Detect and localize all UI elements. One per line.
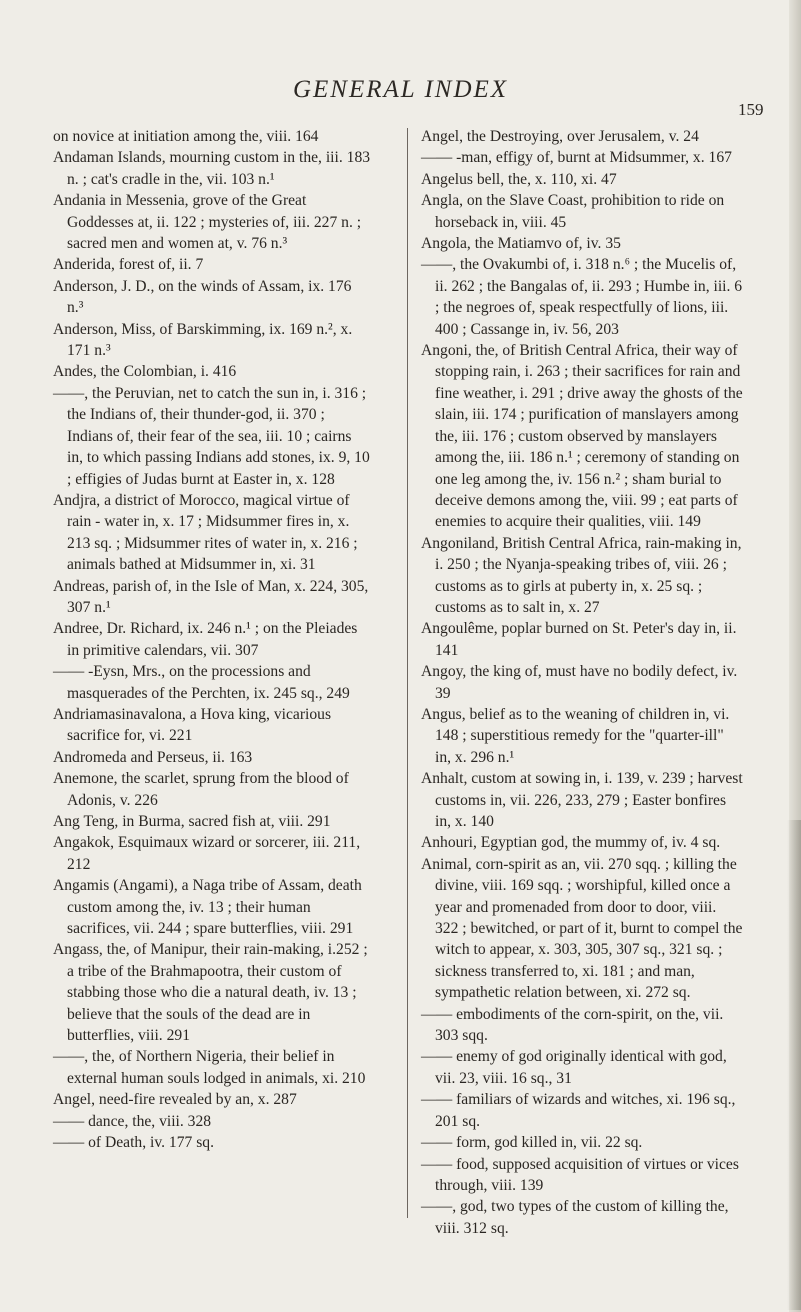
index-entry: —— dance, the, viii. 328 <box>53 1112 212 1130</box>
index-entry: Animal, corn-spirit as an, vii. 270 sqq. ; killing the divine, viii. 169 sqq. ; worshipful, killed once a year and promenaded from door to door, viii. 322 ; bewitched, or part of it, burnt to compel the witch to appear, x. 303, 305, 307 sq., 321 sq. ; sickness transferred to, xi. 181 ; and man, sympathetic relation between, xi. 272 sq. <box>421 855 743 1002</box>
index-entry: —— -Eysn, Mrs., on the processions and masquerades of the Perchten, ix. 245 sq., 249 <box>53 663 350 702</box>
index-entry: Andriamasinavalona, a Hova king, vicarious sacrifice for, vi. 221 <box>53 705 332 745</box>
right-column <box>421 126 743 1239</box>
index-entry: Angoni, the, of British Central Africa, their way of stopping rain, i. 263 ; their sacrifices for rain and fine weather, i. 291 ; drive away the ghosts of the slain, iii. 174 ; purification of manslayers among the, iii. 176 ; custom observed by manslayers among the, iii. 186 n.¹ ; ceremony of standing on one leg among the, iv. 156 n.² ; sham burial to deceive demons among the, viii. 99 ; eat parts of enemies to acquire their qualities, viii. 149 <box>421 342 743 531</box>
index-entry: Angus, belief as to the weaning of children in, vi. 148 ; superstitious remedy for the "quarter-ill" in, x. 296 n.¹ <box>421 705 730 766</box>
index-entry: Angass, the, of Manipur, their rain-making, i.252 ; a tribe of the Brahmapootra, their custom of stabbing those who die a natural death, iv. 13 ; believe that the souls of the dead are in butterflies, viii. 291 <box>53 941 368 1045</box>
index-entry: Andes, the Colombian, i. 416 <box>53 363 237 381</box>
index-entry: Angla, on the Slave Coast, prohibition to ride on horseback in, viii. 45 <box>421 192 725 231</box>
index-entry: Angoulême, poplar burned on St. Peter's day in, ii. 141 <box>421 620 737 659</box>
index-entry: ——, the Peruvian, net to catch the sun in, i. 316 ; the Indians of, their thunder-god, ii. 370 ; Indians of, their fear of the sea, iii. 10 ; cairns in, to which passing Indians add stones, ix. 9, 10 ; effigies of Judas burnt at Easter in, x. 128 <box>53 384 370 488</box>
index-entry: Angakok, Esquimaux wizard or sorcerer, iii. 211, 212 <box>53 834 361 873</box>
index-entry: Angoniland, British Central Africa, rain-making in, i. 250 ; the Nyanja-speaking tribes of, viii. 26 ; customs as to girls at puberty in, x. 25 sq. ; customs as to salt in, x. 27 <box>421 534 742 616</box>
index-entry: Andree, Dr. Richard, ix. 246 n.¹ ; on the Pleiades in primitive calendars, vii. 307 <box>53 620 358 659</box>
index-entry: Angel, need-fire revealed by an, x. 287 <box>53 1091 297 1109</box>
index-entry: Andania in Messenia, grove of the Great Goddesses at, ii. 122 ; mysteries of, iii. 227 n. ; sacred men and women at, v. 76 n.³ <box>53 192 362 253</box>
column-divider <box>407 128 408 1218</box>
index-entry: Anderida, forest of, ii. 7 <box>53 256 204 274</box>
left-column <box>53 126 371 1154</box>
page-number: 159 <box>738 100 764 119</box>
index-entry: Angoy, the king of, must have no bodily defect, iv. 39 <box>421 663 738 702</box>
running-head: GENERAL INDEX <box>292 76 509 103</box>
index-entry: Andromeda and Perseus, ii. 163 <box>53 748 253 766</box>
index-entry: Andaman Islands, mourning custom in the, iii. 183 n. ; cat's cradle in the, vii. 103 n.¹ <box>53 149 371 188</box>
index-entry: —— form, god killed in, vii. 22 sq. <box>421 1134 643 1152</box>
index-entry: Anhalt, custom at sowing in, i. 139, v. 239 ; harvest customs in, vii. 226, 233, 279 ; Easter bonfires in, x. 140 <box>421 770 743 830</box>
index-entry: Andjra, a district of Morocco, magical virtue of rain - water in, x. 17 ; Midsummer fires in, x. 213 sq. ; Midsummer rites of water in, x. 216 ; animals bathed at Midsummer in, xi. 31 <box>53 491 358 574</box>
index-entry: —— embodiments of the corn-spirit, on the, vii. 303 sqq. <box>421 1005 724 1045</box>
page-edge-shadow <box>787 820 801 1310</box>
index-entry: ——, the Ovakumbi of, i. 318 n.⁶ ; the Mucelis of, ii. 262 ; the Bangalas of, ii. 293 ; Humbe in, iii. 6 ; the negroes of, speak respectfully of lions, iii. 400 ; Cassange in, iv. 56, 203 <box>421 256 743 338</box>
index-entry: Anemone, the scarlet, sprung from the blood of Adonis, v. 226 <box>53 770 349 809</box>
index-entry: —— enemy of god originally identical with god, vii. 23, viii. 16 sq., 31 <box>421 1048 727 1087</box>
index-entry: Angola, the Matiamvo of, iv. 35 <box>421 235 621 253</box>
index-entry: —— of Death, iv. 177 sq. <box>53 1134 214 1152</box>
index-entry: —— food, supposed acquisition of virtues or vices through, viii. 139 <box>421 1155 739 1194</box>
index-entry: Angelus bell, the, x. 110, xi. 47 <box>421 170 617 188</box>
index-entry: Anderson, Miss, of Barskimming, ix. 169 n.², x. 171 n.³ <box>53 320 353 360</box>
index-entry: ——, god, two types of the custom of killing the, viii. 312 sq. <box>421 1198 729 1237</box>
index-entry: —— familiars of wizards and witches, xi. 196 sq., 201 sq. <box>421 1091 736 1130</box>
index-entry: Ang Teng, in Burma, sacred fish at, viii. 291 <box>53 813 331 830</box>
index-entry: Anderson, J. D., on the winds of Assam, ix. 176 n.³ <box>53 277 352 317</box>
index-entry: ——, the, of Northern Nigeria, their belief in external human souls lodged in animals, xi. 210 <box>53 1048 366 1087</box>
index-entry: Angamis (Angami), a Naga tribe of Assam, death custom among the, iv. 13 ; their human sacrifices, vii. 244 ; spare butterflies, viii. 291 <box>53 877 362 938</box>
index-entry: on novice at initiation among the, viii. 164 <box>53 128 319 145</box>
index-entry: Anhouri, Egyptian god, the mummy of, iv. 4 sq. <box>421 834 721 852</box>
index-entry: Andreas, parish of, in the Isle of Man, x. 224, 305, 307 n.¹ <box>53 577 369 616</box>
index-entry: —— -man, effigy of, burnt at Midsummer, x. 167 <box>421 149 732 167</box>
index-entry: Angel, the Destroying, over Jerusalem, v. 24 <box>421 128 699 145</box>
